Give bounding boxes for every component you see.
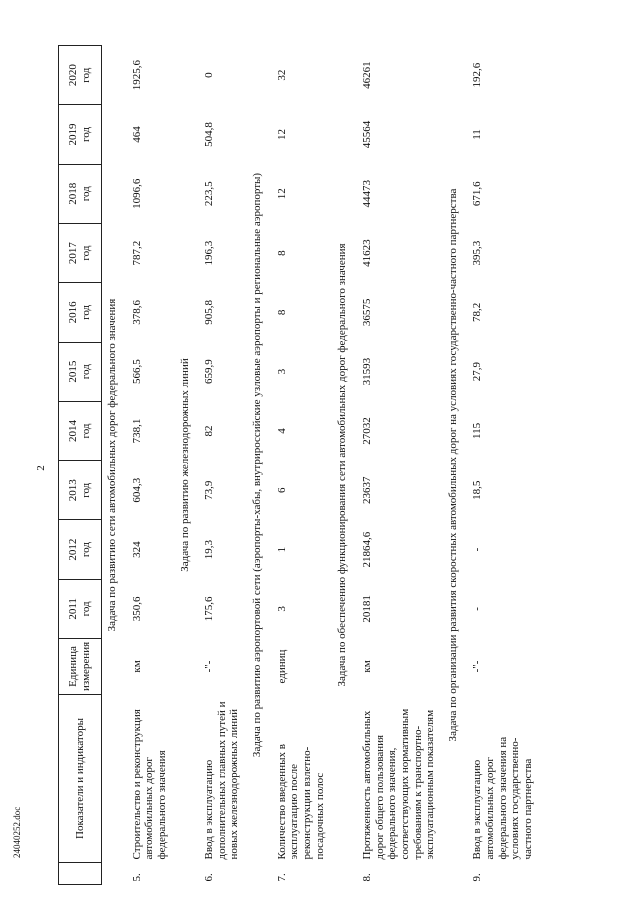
table-row <box>193 46 247 885</box>
header-cell: 2016 год <box>59 283 102 342</box>
header-cell: 2014 год <box>59 401 102 460</box>
value-cell: 0 <box>203 72 216 78</box>
value-cell: 8 <box>275 250 288 256</box>
value-cell: 27032 <box>360 417 373 445</box>
value-cell: 738,1 <box>130 418 143 444</box>
header-cell: 2011 год <box>59 579 102 638</box>
header-cell: 2017 год <box>59 223 102 282</box>
section-title: Задача по развитию сети автомобильных дорог федерального значения <box>106 298 118 632</box>
header-cell: 2020 год <box>59 46 102 105</box>
value-cell: 3 <box>275 606 288 612</box>
value-cell: 36575 <box>360 298 373 327</box>
indicator-name: Ввод в эксплуатацию дополнительных главных путей и новых железнодорожных линий <box>203 701 241 860</box>
value-cell: 115 <box>471 422 484 440</box>
value-cell: 12 <box>275 188 288 200</box>
table-body <box>102 46 541 885</box>
value-cell: 196,3 <box>203 240 216 266</box>
value-cell: 73,9 <box>203 480 216 500</box>
value-cell: 31593 <box>360 357 373 386</box>
value-cell: 324 <box>130 541 143 558</box>
header-cell: 2012 год <box>59 520 102 579</box>
header-cell: 2013 год <box>59 461 102 520</box>
value-cell: 32 <box>275 69 288 81</box>
header-row <box>59 46 102 885</box>
section-title-row <box>175 46 194 885</box>
file-label: 24040252.doc <box>12 806 22 858</box>
header-cell <box>59 863 102 885</box>
row-index: 9. <box>471 873 484 882</box>
unit-cell: -"- <box>471 660 484 673</box>
value-cell: 27,9 <box>471 362 484 382</box>
value-cell: 44473 <box>360 180 373 208</box>
value-cell: 23637 <box>360 476 373 505</box>
unit-cell: км <box>360 660 373 673</box>
section-title: Задача по развитию аэропортовой сети (аэропорты-хабы, внутрироссийские узловые аэропорты и региональные аэропорты) <box>251 172 264 758</box>
value-cell: 20181 <box>360 595 373 623</box>
value-cell: 21864,6 <box>360 531 373 568</box>
header-cell: 2018 год <box>59 164 102 223</box>
value-cell: 223,5 <box>203 181 216 207</box>
value-cell: - <box>471 607 484 611</box>
indicators-table <box>58 45 541 885</box>
row-index: 5. <box>130 873 143 882</box>
value-cell: 175,6 <box>203 596 216 622</box>
section-title: Задача по обеспечению функционирования сети автомобильных дорог федерального значения <box>336 243 349 687</box>
value-cell: 1096,6 <box>130 178 143 209</box>
row-index: 8. <box>360 873 373 882</box>
value-cell: 504,8 <box>203 122 216 147</box>
value-cell: 78,2 <box>471 302 484 322</box>
value-cell: 3 <box>275 368 288 375</box>
rotated-page-content <box>58 45 618 885</box>
table-row <box>461 46 540 885</box>
value-cell: 41623 <box>360 239 373 267</box>
section-title-row <box>332 46 351 885</box>
value-cell: 350,6 <box>130 596 143 622</box>
value-cell: 604,3 <box>130 477 143 503</box>
value-cell: 4 <box>275 428 288 434</box>
indicator-name: Количество введенных в эксплуатацию после реконструкции взлетно-посадочных полос <box>275 744 326 860</box>
value-cell: 566,5 <box>130 359 143 385</box>
row-index: 7. <box>275 873 288 882</box>
indicator-name: Строительство и реконструкция автомобильных дорог федерального значения <box>130 709 168 860</box>
value-cell: 464 <box>130 126 143 143</box>
value-cell: 82 <box>203 425 216 437</box>
header-cell: Показатели и индикаторы <box>59 695 102 863</box>
table-header <box>59 46 102 885</box>
header-cell: 2015 год <box>59 342 102 401</box>
header-cell: Единица измерения <box>59 639 102 695</box>
value-cell: 1925,6 <box>130 60 143 91</box>
table-row <box>351 46 443 885</box>
indicator-name: Ввод в эксплуатацию автомобильных дорог федерального значения на условиях государственно-частного партнерства <box>471 736 535 860</box>
value-cell: 395,3 <box>471 240 484 266</box>
section-title: Задача по организации развития скоростных автомобильных дорог на условиях государственно-частного партнерства <box>446 188 459 742</box>
value-cell: 905,8 <box>203 300 216 325</box>
value-cell: 11 <box>471 129 484 140</box>
unit-cell: -"- <box>203 660 216 673</box>
value-cell: 659,9 <box>203 359 216 385</box>
section-title-row <box>443 46 462 885</box>
row-index: 6. <box>203 873 216 882</box>
value-cell: 671,6 <box>471 181 484 207</box>
value-cell: 45564 <box>360 120 373 149</box>
section-title-row <box>102 46 121 885</box>
value-cell: - <box>471 547 484 552</box>
unit-cell: км <box>130 660 143 673</box>
value-cell: 192,6 <box>471 62 484 88</box>
section-title: Задача по развитию железнодорожных линий <box>178 358 191 572</box>
value-cell: 18,5 <box>471 480 484 500</box>
value-cell: 1 <box>275 546 288 553</box>
page-number: 2 <box>34 465 47 471</box>
value-cell: 6 <box>275 487 288 494</box>
header-cell: 2019 год <box>59 105 102 164</box>
value-cell: 19,3 <box>203 539 216 560</box>
section-title-row <box>247 46 266 885</box>
value-cell: 8 <box>275 309 288 316</box>
indicator-name: Протяженность автомобильных дорог общего пользования федерального значения, соответствующих нормативным требованиям к транспортно-эксплуатационным показателям <box>360 708 437 860</box>
value-cell: 12 <box>275 128 288 140</box>
value-cell: 378,6 <box>130 300 143 325</box>
value-cell: 787,2 <box>130 240 143 266</box>
table-row <box>121 46 175 885</box>
value-cell: 46261 <box>360 61 373 89</box>
unit-cell: единиц <box>275 649 288 684</box>
table-row <box>266 46 333 885</box>
